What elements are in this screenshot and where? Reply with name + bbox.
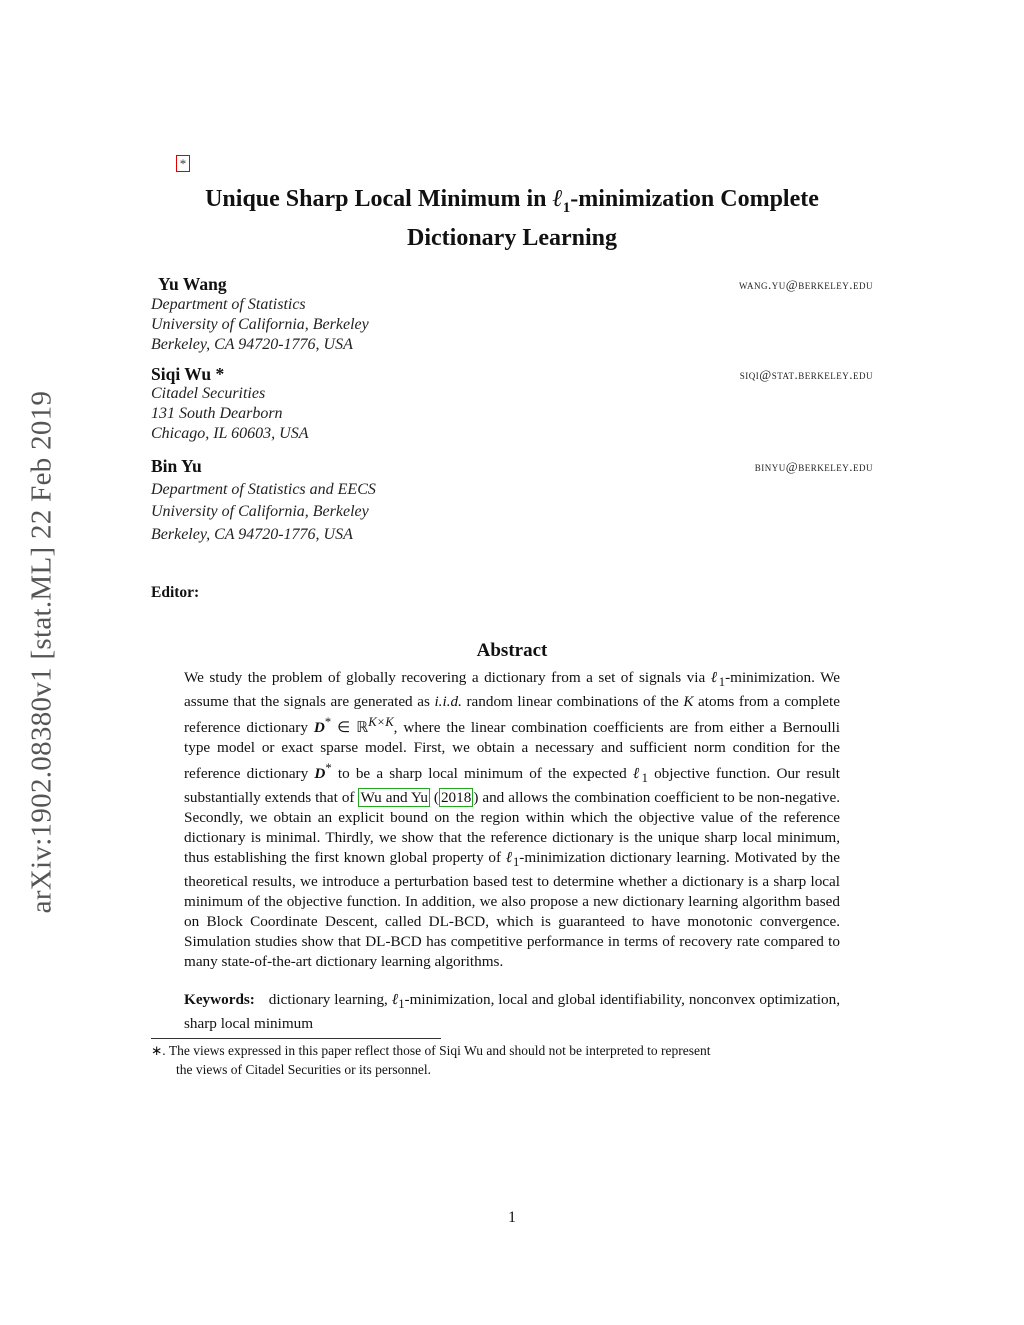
abstract-heading: Abstract <box>476 640 548 661</box>
paper-title <box>150 184 874 253</box>
keywords: Keywords: dictionary learning, ℓ$_1$-minimization, local and global identifiability, nonconvex optimization, sharp local minimum <box>184 991 840 1033</box>
footnote-rule <box>151 1038 441 1039</box>
arxiv-stamp: arXiv:1902.08380v1 [stat.ML] 22 Feb 2019 <box>25 390 58 914</box>
title-line-1: Unique Sharp Local Minimum in ℓ$_1$-minimization Complete <box>205 186 819 216</box>
affiliation-1-line-3: Berkeley, CA 94720-1776, USA <box>151 336 353 353</box>
keywords-label: Keywords: <box>184 991 255 1008</box>
citation-link-year[interactable]: 2018 <box>440 789 472 807</box>
abstract-body: We study the problem of globally recovering a dictionary from a set of signals via ℓ$_1$-minimization. We assume that the signals are generated as i.i.d. random linear combinations of the K atoms from a complete reference dictionary D* ∈ ℝ$^{K\times K}$, where the linear combination coefficients are from either a Bernoulli type model or exact sparse model. First, we obtain a necessary and sufficient norm condition for the reference dictionary D* to be a sharp local minimum of the expected ℓ$_1$ objective function. Our result substantially extends that of Wu and Yu ( 2018 ) and allows the combination coefficient to be non-negative. Secondly, we obtain an explicit bound on the region within which the objective value of the reference dictionary is minimal. Thirdly, we show that the reference dictionary is the unique sharp local minimum, thus establishing the first known global property of ℓ$_1$-minimization dictionary learning. Motivated by the theoretical results, we introduce a perturbation based test to determine whether a dictionary is a sharp local minimum of the objective function. In addition, we also propose a new dictionary learning algorithm based on Block Coordinate Descent, called DL-BCD, which is guaranteed to have monotonic convergence. Simulation studies show that DL-BCD has competitive performance in terms of recovery rate compared to many state-of-the-art dictionary learning algorithms. <box>184 669 841 971</box>
affiliation-1-line-1: Department of Statistics <box>151 296 306 313</box>
affiliation-3-line-3: Berkeley, CA 94720-1776, USA <box>151 526 353 543</box>
page-number: 1 <box>508 1209 516 1226</box>
footnote-marker: ∗. <box>151 1043 166 1058</box>
footnote <box>151 1041 875 1079</box>
author-email-3[interactable]: binyu@berkeley.edu <box>754 459 873 474</box>
footnote-line-2: the views of Citadel Securities or its personnel. <box>176 1062 431 1077</box>
author-name-2: Siqi Wu * <box>151 364 225 384</box>
affiliation-3-line-1: Department of Statistics and EECS <box>151 481 376 498</box>
affiliation-3-line-2: University of California, Berkeley <box>151 503 369 520</box>
affiliation-2-line-2: 131 South Dearborn <box>151 405 283 422</box>
author-name-3: Bin Yu <box>151 456 202 476</box>
affiliation-2-line-3: Chicago, IL 60603, USA <box>151 425 309 442</box>
affiliation-2-line-1: Citadel Securities <box>151 385 266 402</box>
author-name-1: Yu Wang <box>158 274 227 294</box>
author-email-1[interactable]: wang.yu@berkeley.edu <box>739 277 873 292</box>
title-footnote-link[interactable]: * <box>176 155 190 172</box>
affiliation-1-line-2: University of California, Berkeley <box>151 316 369 333</box>
footnote-line-1: ∗. The views expressed in this paper reflect those of Siqi Wu and should not be interpreted to represent <box>151 1043 711 1058</box>
editor-label: Editor: <box>151 584 200 601</box>
citation-link-authors[interactable]: Wu and Yu <box>360 789 428 807</box>
author-email-2[interactable]: siqi@stat.berkeley.edu <box>739 367 873 382</box>
title-line-2: Dictionary Learning <box>407 224 617 251</box>
